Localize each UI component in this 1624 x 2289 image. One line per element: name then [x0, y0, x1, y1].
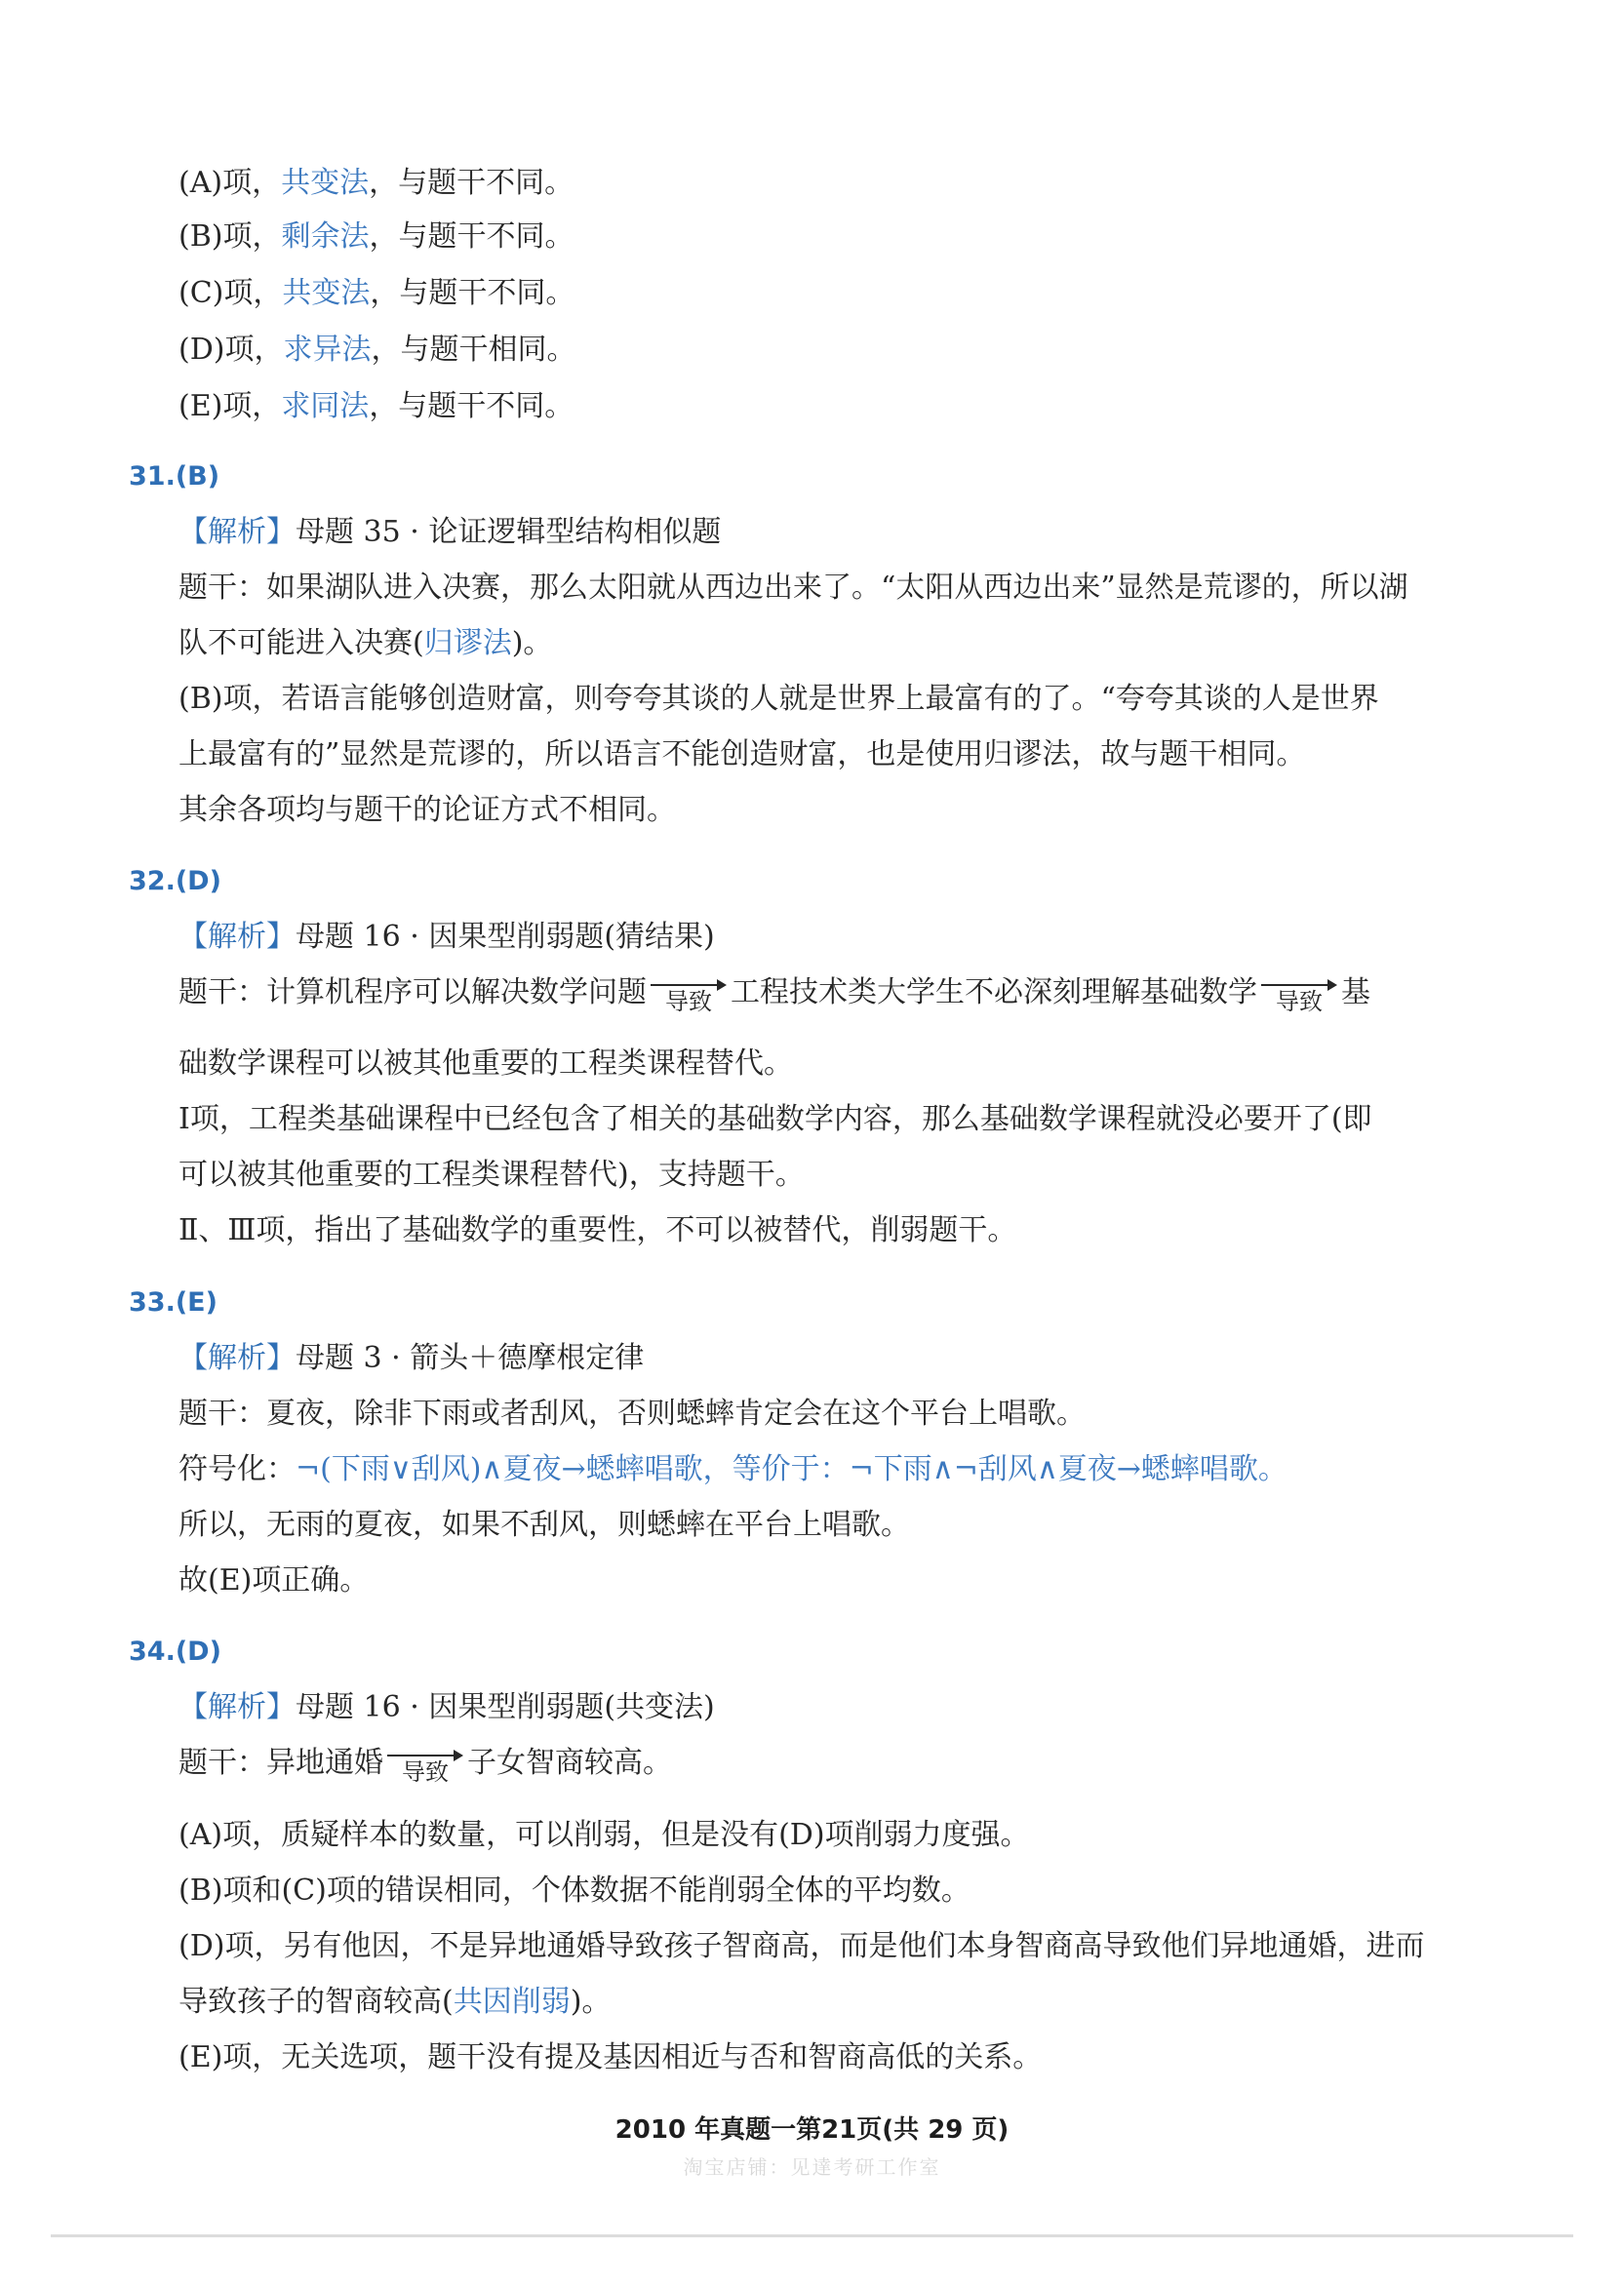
- q30-option-b: (B)项，剩余法，与题干不同。: [178, 219, 574, 254]
- question-number: 33.(E): [129, 1287, 218, 1318]
- text-line: Ⅰ项，工程类基础课程中已经包含了相关的基础数学内容，那么基础数学课程就没必要开了(即: [178, 1102, 1372, 1136]
- question-number: 32.(D): [129, 866, 221, 896]
- text-line: 所以，无雨的夏夜，如果不刮风，则蟋蟀在平台上唱歌。: [178, 1508, 910, 1542]
- analysis-heading: 【解析】母题 3 · 箭头＋德摩根定律: [178, 1341, 645, 1375]
- q30-option-d: (D)项，求异法，与题干相同。: [178, 333, 576, 367]
- text-line: Ⅱ、Ⅲ项，指出了基础数学的重要性，不可以被替代，削弱题干。: [178, 1213, 1017, 1247]
- text-line: (B)项，若语言能够创造财富，则夸夸其谈的人就是世界上最富有的了。“夸夸其谈的人是世界: [178, 682, 1379, 716]
- text-line: (B)项和(C)项的错误相同，个体数据不能削弱全体的平均数。: [178, 1874, 970, 1908]
- text-line: (D)项，另有他因，不是异地通婚导致孩子智商高，而是他们本身智商高导致他们异地通婚，进而: [178, 1929, 1425, 1963]
- text-line: 础数学课程可以被其他重要的工程类课程替代。: [178, 1046, 793, 1081]
- analysis-heading: 【解析】母题 16 · 因果型削弱题(猜结果): [178, 920, 715, 954]
- watermark: 淘宝店铺：见達考研工作室: [683, 2155, 941, 2179]
- text-line: (A)项，质疑样本的数量，可以削弱，但是没有(D)项削弱力度强。: [178, 1818, 1030, 1852]
- text-line: 队不可能进入决赛(归谬法)。: [178, 626, 553, 660]
- analysis-heading: 【解析】母题 16 · 因果型削弱题(共变法): [178, 1690, 715, 1724]
- text-line: (E)项，无关选项，题干没有提及基因相近与否和智商高低的关系。: [178, 2040, 1043, 2074]
- text-line: 故(E)项正确。: [178, 1563, 370, 1598]
- page-footer: 2010 年真题一第21页(共 29 页): [614, 2115, 1010, 2145]
- arrow-icon: 导致: [387, 1745, 463, 1784]
- text-line: 题干：异地通婚 导致 子女智商较高。: [178, 1746, 672, 1786]
- question-number: 31.(B): [129, 461, 220, 492]
- text-line: 上最富有的”显然是荒谬的，所以语言不能创造财富，也是使用归谬法，故与题干相同。: [178, 737, 1306, 771]
- text-line: 其余各项均与题干的论证方式不相同。: [178, 793, 676, 827]
- question-number: 34.(D): [129, 1637, 221, 1667]
- text-line: 题干：计算机程序可以解决数学问题 导致 工程技术类大学生不必深刻理解基础数学 导致 基: [178, 975, 1370, 1015]
- q30-option-a: (A)项，共变法，与题干不同。: [178, 166, 574, 200]
- analysis-heading: 【解析】母题 35 · 论证逻辑型结构相似题: [178, 515, 722, 549]
- arrow-icon: 导致: [651, 974, 727, 1013]
- q30-option-e: (E)项，求同法，与题干不同。: [178, 389, 574, 423]
- text-line: 可以被其他重要的工程类课程替代)，支持题干。: [178, 1158, 805, 1192]
- q30-option-c: (C)项，共变法，与题干不同。: [178, 276, 575, 310]
- arrow-icon: 导致: [1261, 974, 1337, 1013]
- text-line: 题干：夏夜，除非下雨或者刮风，否则蟋蟀肯定会在这个平台上唱歌。: [178, 1397, 1086, 1431]
- page-edge-divider: [51, 2234, 1573, 2237]
- text-line: 题干：如果湖队进入决赛，那么太阳就从西边出来了。“太阳从西边出来”显然是荒谬的，所以湖: [178, 571, 1408, 605]
- text-line: 导致孩子的智商较高(共因削弱)。: [178, 1985, 612, 2019]
- text-line: 符号化：¬(下雨∨刮风)∧夏夜→蟋蟀唱歌，等价于：¬下雨∧¬刮风∧夏夜→蟋蟀唱歌。: [178, 1452, 1287, 1486]
